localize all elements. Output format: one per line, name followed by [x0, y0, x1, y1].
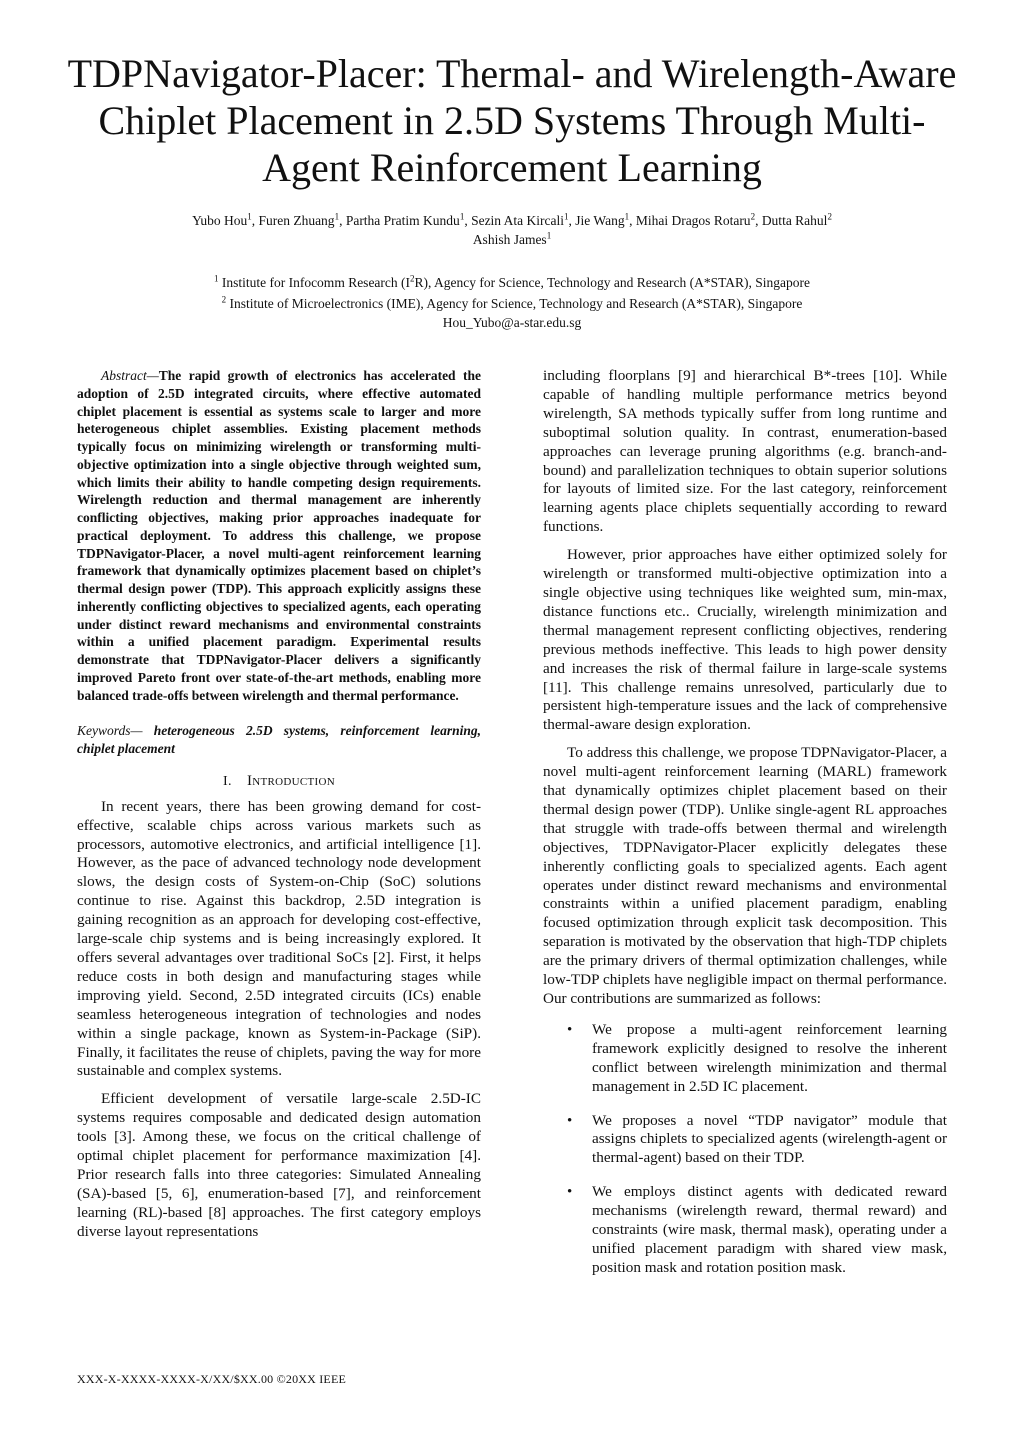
left-column [77, 367, 481, 1242]
abstract [77, 367, 481, 704]
affiliation-text: Institute for Infocomm Research (I [221, 275, 411, 290]
bullet-icon: • [567, 1184, 573, 1201]
bullet-icon: • [567, 1021, 573, 1038]
author-line-2 [60, 230, 964, 249]
abstract-label: Abstract— [101, 368, 159, 383]
author-name: Furen Zhuang [258, 213, 335, 228]
author-affiliation-mark: 2 [827, 211, 832, 222]
affiliation-number: 1 [213, 273, 219, 284]
author-affiliation-mark: 1 [459, 211, 465, 222]
author-name: Sezin Ata Kircali [471, 213, 565, 228]
author-affiliation-mark: 1 [546, 230, 552, 241]
paper-title: TDPNavigator-Placer: Thermal- and Wirelength-Aware Chiplet Placement in 2.5D Systems Through Multi-Agent Reinforcement Learning [67, 51, 957, 190]
right-paragraph-1: including floorplans [9] and hierarchical B*-trees [10]. While capable of handling multiple performance metrics beyond wirelength, SA methods typically suffer from long runtime and suboptimal solution quality. In contrast, enumeration-based approaches can leverage pruning algorithms (e.g. branch-and-bound) and parallelization techniques to obtain superior solutions for layouts of limited size. For the last category, reinforcement learning agents place chiplets sequentially according to reward functions. [543, 367, 947, 536]
section-heading-introduction [77, 772, 481, 792]
list-item [543, 1112, 947, 1169]
affiliation-text: R), Agency for Science, Technology and Research (A*STAR), Singapore [414, 275, 811, 290]
right-paragraph-2: However, prior approaches have either optimized solely for wirelength or transformed multi-objective optimization into a single objective using techniques like weighted sum, min-max, distance functions etc.. Crucially, wirelength minimization and thermal management represent conflicting objectives, rendering previous methods ineffective. This leads to high power density and increases the risk of thermal failure in large-scale systems [11]. This challenge remains unresolved, particularly due to persistent high-temperature issues and the lack of comprehensive thermal-aware design exploration. [543, 546, 947, 734]
intro-paragraph-2: Efficient development of versatile large-scale 2.5D-IC systems requires composable and dedicated design automation tools [3]. Among these, we focus on the critical challenge of optimal chiplet placement for performance maximization [4]. Prior research falls into three categories: Simulated Annealing (SA)-based [5, 6], enumeration-based [7], and reinforcement learning (RL)-based [8] approaches. The first category employs diverse layout representations [77, 1090, 481, 1240]
keywords [77, 722, 481, 758]
author-affiliation-mark: 1 [564, 211, 569, 222]
affiliation-superscript: 2 [410, 273, 415, 284]
author-affiliation-mark: 1 [247, 211, 252, 222]
right-paragraph-3: To address this challenge, we propose TDPNavigator-Placer, a novel multi-agent reinforcement learning (MARL) framework that dynamically optimizes chiplet placement based on their thermal design power (TDP). Unlike single-agent RL approaches that struggle with trade-offs between thermal and wirelength objectives, TDPNavigator-Placer explicitly delegates these inherently conflicting goals to specialized agents. Each agent operates under distinct reward mechanisms and environmental constraints within a unified placement paradigm, enabling focused optimization through explicit task decomposition. This separation is motivated by the observation that high-TDP chiplets are the primary drivers of thermal optimization challenges, while low-TDP chiplets have negligible impact on thermal performance. Our contributions are summarized as follows: [543, 744, 947, 1007]
contribution-text: We propose a multi-agent reinforcement learning framework explicitly designed to resolve the inherent conflict between wirelength minimization and thermal management in 2.5D IC placement. [592, 1020, 947, 1095]
author-name: Mihai Dragos Rotaru [635, 213, 751, 228]
author-line-1: Yubo Hou$^1$, Furen Zhuang$^1$, Partha Pratim Kundu$^1$, Sezin Ata Kircali$^1$, Jie Wang$^1$, Mihai Dragos Rotaru$^2$, Dutta Rahul$^2$ [192, 211, 832, 228]
author-name: Jie Wang [575, 213, 625, 228]
abstract-text: The rapid growth of electronics has accelerated the adoption of 2.5D integrated circuits, where effective automated chiplet placement is essential as systems scale to larger and more heterogeneous chiplet assemblies. Existing placement methods typically focus on minimizing wirelength or transforming multi-objective optimization into a single objective through weighted sum, which limits their ability to handle competing design requirements. Wirelength reduction and thermal management are inherently conflicting objectives, making prior approaches inadequate for practical deployment. To address this challenge, we propose TDPNavigator-Placer, a novel multi-agent reinforcement learning framework that dynamically optimizes placement based on chiplet’s thermal design power (TDP). This approach explicitly assigns these inherently conflicting objectives to specialized agents, each operating under distinct reward mechanisms and environmental constraints within a unified placement paradigm. Experimental results demonstrate that TDPNavigator-Placer delivers a significantly improved Pareto front over state-of-the-art methods, enabling more balanced trade-offs between wirelength and thermal performance. [77, 368, 481, 703]
author-name: Yubo Hou [192, 213, 248, 228]
author-name: Dutta Rahul [761, 213, 828, 228]
keywords-label: Keywords— [77, 723, 143, 739]
intro-paragraph-1: In recent years, there has been growing demand for cost-effective, scalable chips across various markets such as processors, automotive electronics, and artificial intelligence [1]. However, as the pace of advanced technology node development slows, the design costs of System-on-Chip (SoC) solutions continue to rise. Against this backdrop, 2.5D integration is gaining recognition as an approach for developing cost-effective, large-scale chip systems and is being increasingly explored. It offers several advantages over traditional SoCs [2]. First, it helps reduce costs in both design and manufacturing stages while improving yield. Second, 2.5D integrated circuits (ICs) enable seamless heterogeneous integration of technologies and nodes within a single package, known as System-in-Package (SiP). Finally, it facilitates the reuse of chiplets, paving the way for more sustainable and complex systems. [77, 797, 481, 1080]
author-name: Ashish James [472, 232, 547, 247]
affiliations [60, 272, 964, 331]
section-title: Introduction [246, 772, 335, 789]
contributions-list [543, 1021, 947, 1278]
author-name: Partha Pratim Kundu [345, 213, 460, 228]
affiliation-text: Institute of Microelectronics (IME), Agency for Science, Technology and Research (A*STAR), Singapore [229, 296, 803, 311]
bullet-icon: • [567, 1112, 573, 1129]
author-affiliation-mark: 2 [750, 211, 756, 222]
affiliation-1 [60, 272, 964, 293]
copyright-footer: XXX-X-XXXX-XXXX-X/XX/$XX.00 ©20XX IEEE [77, 1372, 347, 1386]
keywords-text: heterogeneous 2.5D systems, reinforcement learning, chiplet placement [77, 723, 481, 757]
affiliation-2 [60, 293, 964, 314]
contribution-text: We employs distinct agents with dedicated reward mechanisms (wirelength reward, thermal reward) and constraints (wire mask, thermal mask), operating under a unified placement paradigm with shared view mask, position mask and rotation position mask. [592, 1183, 947, 1276]
affiliation-number: 2 [221, 294, 227, 305]
contribution-text: We proposes a novel “TDP navigator” module that assigns chiplets to specialized agents (wirelength-agent or thermal-agent) based on their TDP. [592, 1111, 947, 1167]
author-list [60, 211, 964, 249]
author-affiliation-mark: 1 [334, 211, 340, 222]
contact-email: Hou_Yubo@a-star.edu.sg [442, 315, 582, 330]
author-affiliation-mark: 1 [624, 211, 630, 222]
right-column [543, 367, 947, 1293]
list-item [543, 1183, 947, 1278]
section-number: I. [222, 773, 232, 789]
list-item [543, 1021, 947, 1097]
